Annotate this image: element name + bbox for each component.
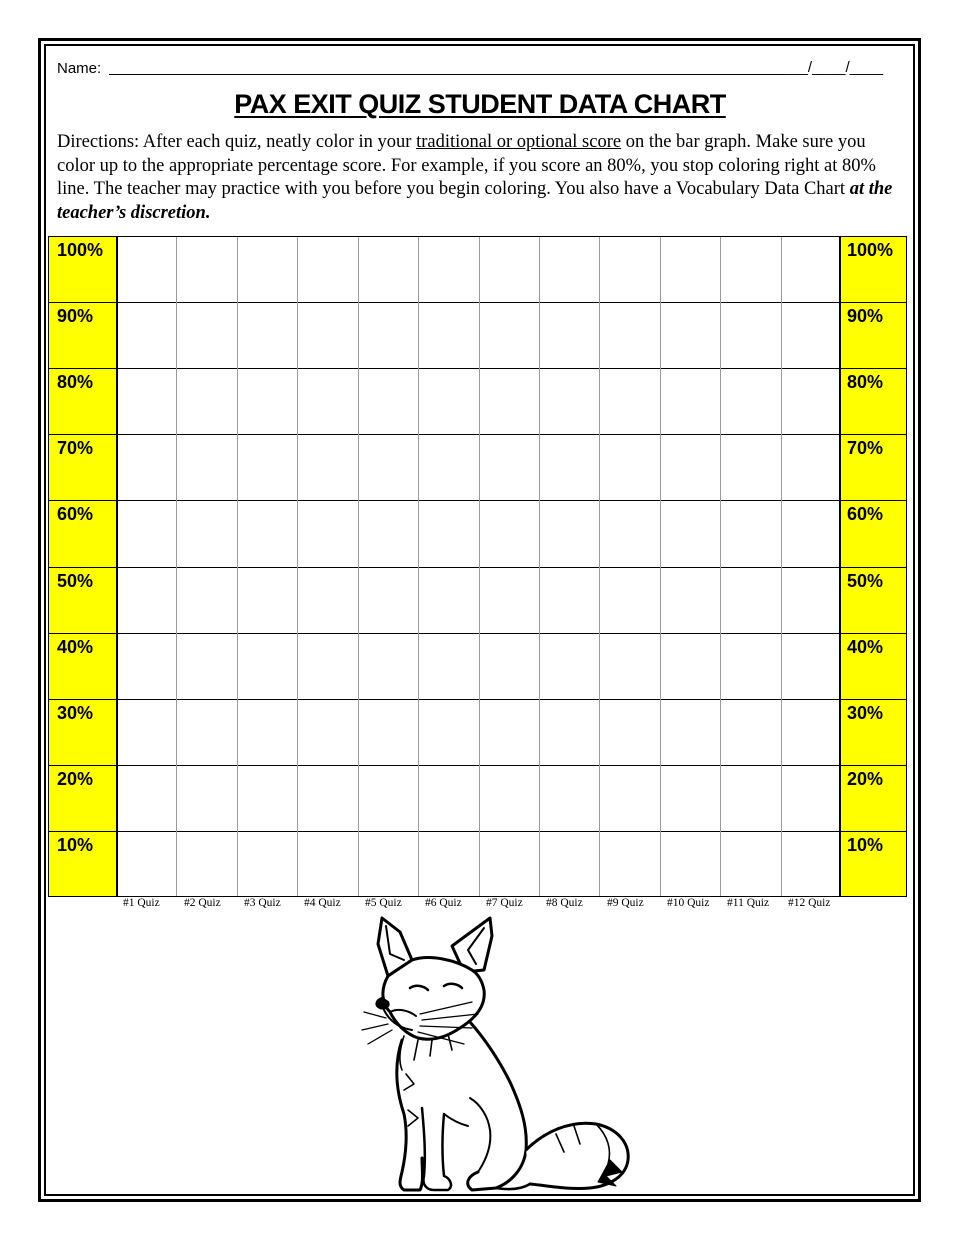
percent-label-right: 10%	[847, 835, 884, 855]
grid-column-line	[237, 237, 238, 896]
quiz-label: #9 Quiz	[607, 897, 644, 909]
quiz-label: #5 Quiz	[365, 897, 402, 909]
quiz-label: #4 Quiz	[304, 897, 341, 909]
directions-emphasis: at the teacher’s discretion.	[57, 179, 893, 223]
percent-label-right: 80%	[847, 372, 884, 392]
directions-underlined: traditional or optional score	[416, 132, 622, 152]
percent-label-right: 100%	[847, 240, 894, 260]
grid-column-line	[297, 237, 298, 896]
percent-label-right: 90%	[847, 306, 884, 326]
grid-column-line	[660, 237, 661, 896]
grid-row-line	[49, 368, 906, 369]
quiz-label: #10 Quiz	[667, 897, 710, 909]
date-field[interactable]: ____/____/____	[774, 59, 883, 76]
grid-column-line	[720, 237, 721, 896]
quiz-label: #11 Quiz	[727, 897, 770, 909]
fox-icon	[360, 914, 640, 1196]
grid-row-line	[49, 567, 906, 568]
percent-label-left: 40%	[57, 637, 94, 657]
percent-label-right: 60%	[847, 504, 884, 524]
percent-label-left: 50%	[57, 571, 94, 591]
percent-label-left: 60%	[57, 504, 94, 524]
percent-label-left: 90%	[57, 306, 94, 326]
grid-column-line	[176, 237, 177, 896]
score-grid	[48, 236, 907, 897]
percent-label-left: 100%	[57, 240, 104, 260]
percent-label-right: 70%	[847, 438, 884, 458]
grid-row-line	[49, 699, 906, 700]
grid-column-line	[116, 237, 118, 896]
percent-label-left: 80%	[57, 372, 94, 392]
percent-label-right: 50%	[847, 571, 884, 591]
percent-label-left: 30%	[57, 703, 94, 723]
percent-label-right: 20%	[847, 769, 884, 789]
grid-column-line	[599, 237, 600, 896]
percent-label-right: 30%	[847, 703, 884, 723]
grid-row-line	[49, 500, 906, 501]
percent-label-left: 70%	[57, 438, 94, 458]
grid-row-line	[49, 831, 906, 832]
quiz-label: #3 Quiz	[244, 897, 281, 909]
name-label: Name:	[57, 60, 102, 77]
grid-column-line	[539, 237, 540, 896]
grid-row-line	[49, 434, 906, 435]
grid-row-line	[49, 633, 906, 634]
grid-row-line	[49, 302, 906, 303]
percent-label-left: 20%	[57, 769, 94, 789]
directions: Directions: After each quiz, neatly color in your traditional or optional score on the bar graph. Make sure you color up to the appropriate percentage score. For example, if you score an 80%, you stop coloring right at 80% line. The teacher may practice with you before you begin coloring. You also have a Vocabulary Data Chart at the teacher’s discretion.	[57, 132, 893, 223]
quiz-label: #12 Quiz	[788, 897, 831, 909]
quiz-label: #8 Quiz	[546, 897, 583, 909]
grid-column-line	[358, 237, 359, 896]
percent-label-right: 40%	[847, 637, 884, 657]
quiz-label: #2 Quiz	[184, 897, 221, 909]
page-title: PAX EXIT QUIZ STUDENT DATA CHART	[234, 89, 726, 119]
grid-column-line	[418, 237, 419, 896]
quiz-label: #6 Quiz	[425, 897, 462, 909]
percent-label-left: 10%	[57, 835, 94, 855]
grid-row-line	[49, 765, 906, 766]
quiz-label: #1 Quiz	[123, 897, 160, 909]
grid-column-line	[479, 237, 480, 896]
quiz-label: #7 Quiz	[486, 897, 523, 909]
name-field[interactable]	[109, 74, 785, 75]
grid-column-line	[781, 237, 782, 896]
grid-column-line	[839, 237, 841, 896]
name-date-row	[57, 58, 887, 80]
